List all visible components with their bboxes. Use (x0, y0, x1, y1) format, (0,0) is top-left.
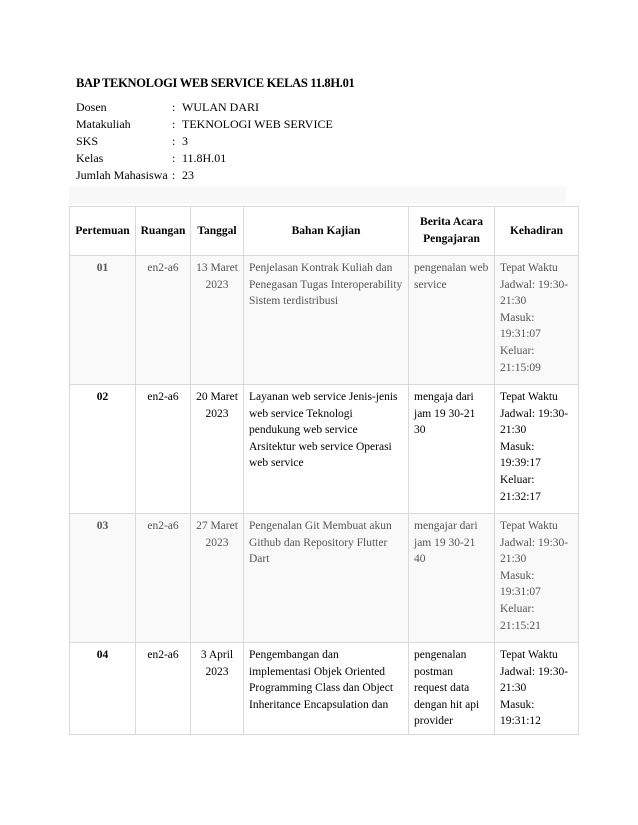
cell-berita-acara: pengenalan web service (409, 256, 495, 385)
info-row-matakuliah (76, 116, 333, 133)
kehadiran-keluar: Keluar: 21:15:21 (500, 602, 541, 632)
cell-pertemuan: 02 (70, 385, 136, 514)
kehadiran-keluar: Keluar: 21:15:09 (500, 344, 541, 374)
cell-ruangan: en2-a6 (136, 256, 191, 385)
header-kehadiran: Kehadiran (495, 207, 579, 256)
header-ruangan: Ruangan (136, 207, 191, 256)
info-row-jumlah-mahasiswa (76, 167, 333, 184)
cell-pertemuan: 04 (70, 643, 136, 735)
kehadiran-jadwal: Jadwal: 19:30-21:30 (500, 665, 569, 695)
kehadiran-jadwal: Jadwal: 19:30-21:30 (500, 278, 569, 308)
cell-berita-acara: pengenalan postman request data dengan hit api provider (409, 643, 495, 735)
kehadiran-masuk: Masuk: 19:31:07 (500, 569, 541, 599)
document-title: BAP TEKNOLOGI WEB SERVICE KELAS 11.8H.01 (76, 76, 355, 90)
kehadiran-status: Tepat Waktu (500, 649, 558, 661)
cell-tanggal: 13 Maret 2023 (191, 256, 244, 385)
kehadiran-jadwal: Jadwal: 19:30-21:30 (500, 536, 569, 566)
kehadiran-status: Tepat Waktu (500, 391, 558, 403)
table-row (70, 256, 579, 385)
info-row-kelas (76, 150, 333, 167)
cell-tanggal: 3 April 2023 (191, 643, 244, 735)
info-separator: : (172, 100, 176, 114)
cell-pertemuan: 01 (70, 256, 136, 385)
kehadiran-masuk: Masuk: 19:31:07 (500, 311, 541, 341)
cell-bahan-kajian: Pengembangan dan implementasi Objek Oriented Programming Class dan Object Inheritance Encapsulation dan (244, 643, 409, 735)
info-separator: : (172, 168, 176, 182)
cell-kehadiran (495, 256, 579, 385)
info-label: Kelas (76, 151, 104, 165)
info-row-sks (76, 133, 333, 150)
attendance-table (69, 206, 579, 735)
info-value: TEKNOLOGI WEB SERVICE (182, 117, 333, 131)
kehadiran-status: Tepat Waktu (500, 520, 558, 532)
info-separator: : (172, 134, 176, 148)
header-pertemuan: Pertemuan (70, 207, 136, 256)
kehadiran-masuk: Masuk: 19:39:17 (500, 440, 541, 470)
kehadiran-masuk: Masuk: 19:31:12 (500, 698, 541, 728)
table-header-row (70, 207, 579, 256)
header-bahan-kajian: Bahan Kajian (244, 207, 409, 256)
cell-bahan-kajian: Layanan web service Jenis-jenis web service Teknologi pendukung web service Arsitektur web service Operasi web service (244, 385, 409, 514)
divider-bar (69, 186, 566, 204)
info-separator: : (172, 117, 176, 131)
info-separator: : (172, 151, 176, 165)
kehadiran-jadwal: Jadwal: 19:30-21:30 (500, 407, 569, 437)
cell-ruangan: en2-a6 (136, 643, 191, 735)
cell-pertemuan: 03 (70, 514, 136, 643)
info-value: 23 (182, 168, 194, 182)
info-label: Matakuliah (76, 117, 131, 131)
header-tanggal: Tanggal (191, 207, 244, 256)
cell-kehadiran (495, 514, 579, 643)
cell-berita-acara: mengajar dari jam 19 30-21 40 (409, 514, 495, 643)
cell-tanggal: 20 Maret 2023 (191, 385, 244, 514)
cell-tanggal: 27 Maret 2023 (191, 514, 244, 643)
table-row (70, 514, 579, 643)
course-info (76, 99, 333, 184)
kehadiran-status: Tepat Waktu (500, 262, 558, 274)
table-row (70, 385, 579, 514)
info-label: SKS (76, 134, 99, 148)
header-berita-acara: Berita Acara Pengajaran (409, 207, 495, 256)
kehadiran-keluar: Keluar: 21:32:17 (500, 473, 541, 503)
cell-kehadiran (495, 643, 579, 735)
cell-ruangan: en2-a6 (136, 385, 191, 514)
table-row (70, 643, 579, 735)
cell-bahan-kajian: Penjelasan Kontrak Kuliah dan Penegasan Tugas Interoperability Sistem terdistribusi (244, 256, 409, 385)
cell-berita-acara: mengaja dari jam 19 30-21 30 (409, 385, 495, 514)
cell-kehadiran (495, 385, 579, 514)
info-value: 3 (182, 134, 188, 148)
info-label: Jumlah Mahasiswa (76, 168, 168, 182)
cell-bahan-kajian: Pengenalan Git Membuat akun Github dan Repository Flutter Dart (244, 514, 409, 643)
info-row-dosen (76, 99, 333, 116)
info-label: Dosen (76, 100, 107, 114)
info-value: 11.8H.01 (182, 151, 227, 165)
cell-ruangan: en2-a6 (136, 514, 191, 643)
info-value: WULAN DARI (182, 100, 259, 114)
